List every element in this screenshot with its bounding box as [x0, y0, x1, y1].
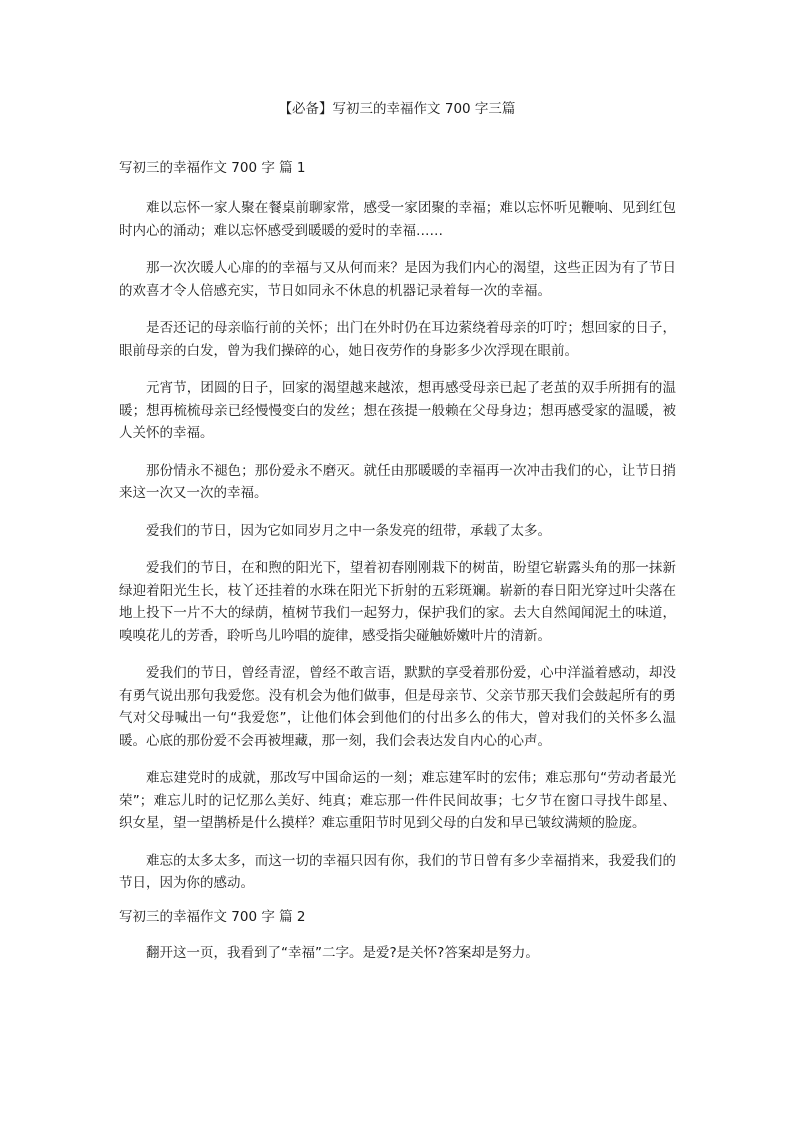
section-heading-1: 写初三的幸福作文 700 字 篇 1: [119, 160, 306, 176]
paragraph: 翻开这一页，我看到了“幸福”二字。是爱?是关怀?答案却是努力。: [146, 944, 539, 961]
paragraph: 难忘建党时的成就，那改写中国命运的一刻；难忘建军时的宏伟；难忘那句“劳动者最光荣”；难忘儿时的记忆那么美好、纯真；难忘那一件件民间故事；七夕节在窗口寻找牛郎星、织女星，望一望鹊桥是什么摸样？难忘重阳节时见到父母的白发和早已皱纹满颊的脸庞。: [119, 770, 676, 831]
paragraph: 那份情永不褪色；那份爱永不磨灭。就任由那暖暖的幸福再一次冲击我们的心，让节日捎来这一次又一次的幸福。: [119, 462, 676, 501]
paragraph: 爱我们的节日，在和煦的阳光下，望着初春刚刚栽下的树苗，盼望它崭露头角的那一抹新绿迎着阳光生长，枝丫还挂着的水珠在阳光下折射的五彩斑斓。崭新的春日阳光穿过叶尖落在地上投下一片不大的绿荫，植树节我们一起努力，保护我们的家。去大自然闻闻泥土的味道，嗅嗅花儿的芳香，聆听鸟儿吟唱的旋律，感受指尖碰触娇嫩叶片的清新。: [119, 560, 676, 644]
paragraph: 难忘的太多太多，而这一切的幸福只因有你，我们的节日曾有多少幸福捎来，我爱我们的节日，因为你的感动。: [119, 852, 676, 891]
document-body: [119, 158, 676, 964]
paragraph: 爱我们的节日，因为它如同岁月之中一条发亮的纽带，承载了太多。: [146, 522, 551, 539]
document-title: 【必备】写初三的幸福作文 700 字三篇: [278, 101, 516, 117]
paragraph: 是否还记的母亲临行前的关怀；出门在外时仍在耳边萦绕着母亲的叮咛；想回家的日子，眼前母亲的白发，曾为我们操碎的心，她日夜劳作的身影多少次浮现在眼前。: [119, 320, 676, 359]
paragraph: 元宵节，团圆的日子，回家的渴望越来越浓，想再感受母亲已起了老茧的双手所拥有的温暖；想再梳梳母亲已经慢慢变白的发丝；想在孩提一般赖在父母身边；想再感受家的温暖，被人关怀的幸福。: [119, 380, 676, 441]
paragraph: 爱我们的节日，曾经青涩，曾经不敢言语，默默的享受着那份爱，心中洋溢着感动，却没有勇气说出那句我爱您。没有机会为他们做事，但是母亲节、父亲节那天我们会鼓起所有的勇气对父母喊出一句“我爱您”，让他们体会到他们的付出多么的伟大，曾对我们的关怀多么温暖。心底的那份爱不会再被埋藏，那一刻，我们会表达发自内心的心声。: [119, 665, 676, 749]
paragraph: 难以忘怀一家人聚在餐桌前聊家常，感受一家团聚的幸福；难以忘怀听见鞭响、见到红包时内心的涌动；难以忘怀感受到暖暖的爱时的幸福……: [119, 200, 676, 239]
paragraph: 那一次次暖人心扉的的幸福与又从何而来？是因为我们内心的渴望，这些正因为有了节日的欢喜才令人倍感充实，节日如同永不休息的机器记录着每一次的幸福。: [119, 260, 676, 299]
section-heading-2: 写初三的幸福作文 700 字 篇 2: [119, 908, 306, 925]
